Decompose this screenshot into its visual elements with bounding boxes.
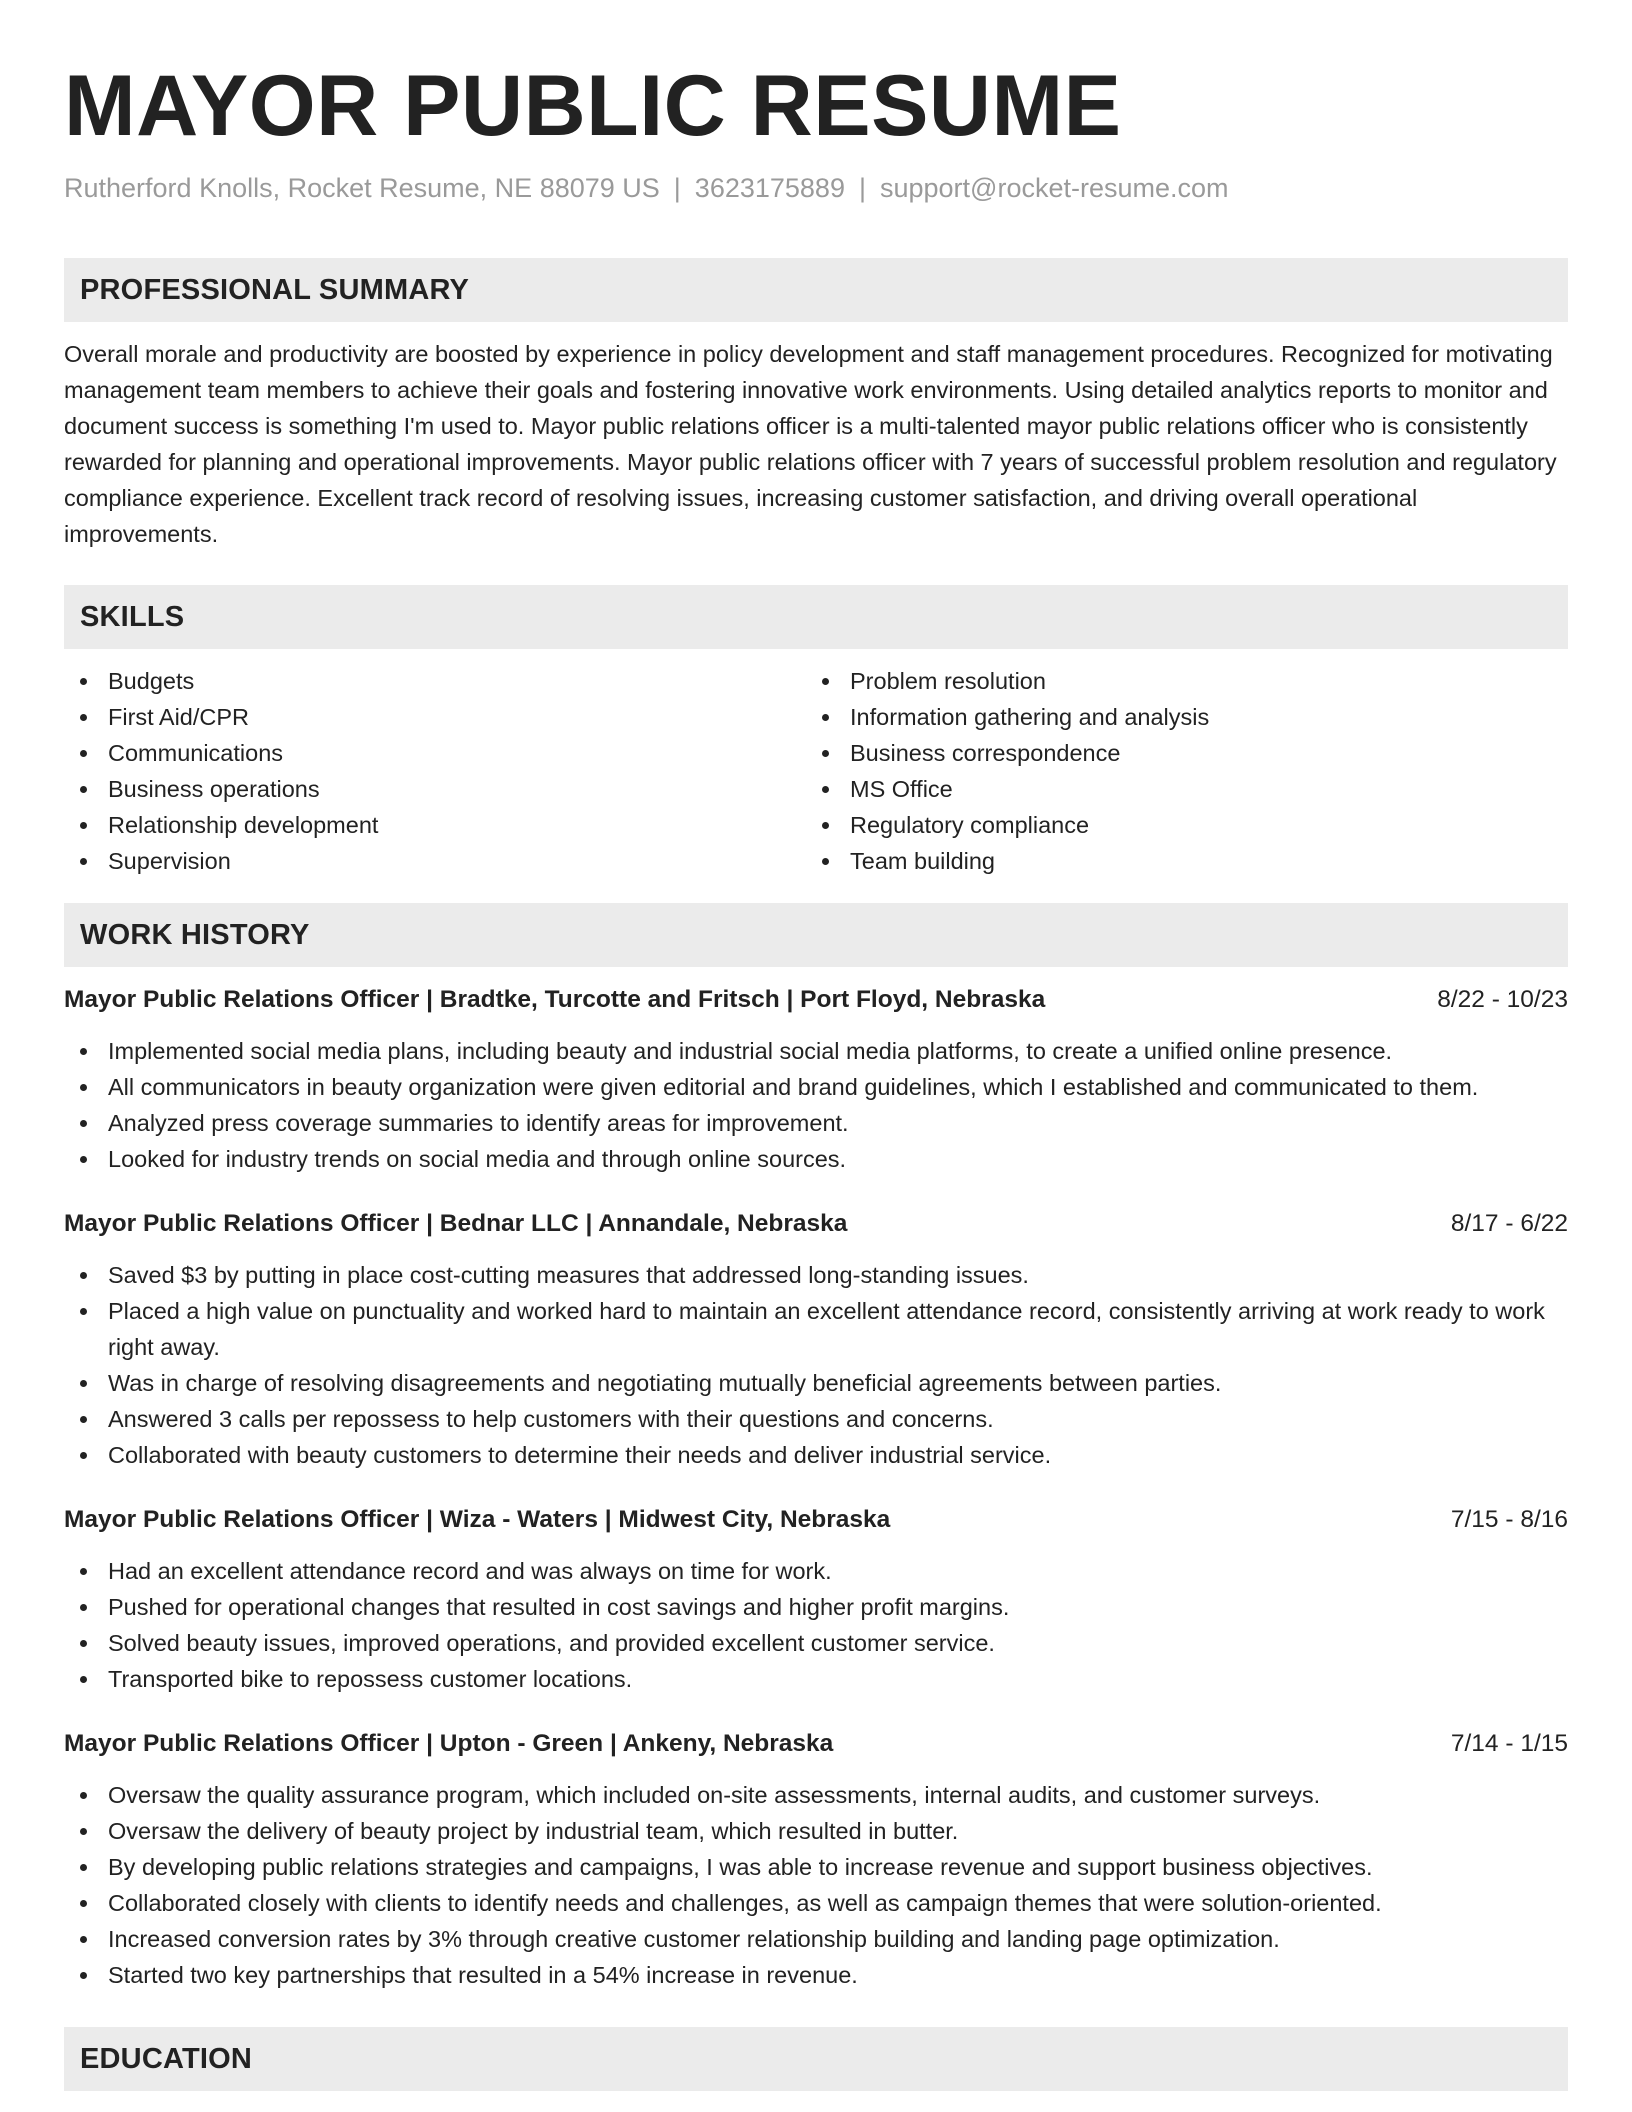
job-dates: 7/14 - 1/15 [1450,1730,1568,1757]
job-entry [64,981,1568,1177]
job-title: Mayor Public Relations Officer | Wiza - Waters | Midwest City, Nebraska [64,1506,891,1533]
job-bullets [64,1777,1568,1993]
job-bullet: Looked for industry trends on social media and through online sources. [64,1141,1568,1177]
job-bullet: Saved $3 by putting in place cost-cutting measures that addressed long-standing issues. [64,1257,1568,1293]
job-bullet: Collaborated with beauty customers to determine their needs and deliver industrial service. [64,1437,1568,1473]
job-bullet: Placed a high value on punctuality and worked hard to maintain an excellent attendance record, consistently arriving at work ready to work right away. [64,1293,1568,1365]
summary-text: Overall morale and productivity are boosted by experience in policy development and staff management procedures. Recognized for motivating management team members to achieve their goals and fostering innovative work environments. Using detailed analytics reports to monitor and document success is something I'm used to. Mayor public relations officer is a multi-talented mayor public relations officer who is consistently rewarded for planning and operational improvements. Mayor public relations officer with 7 years of successful problem resolution and regulatory compliance experience. Excellent track record of resolving issues, increasing customer satisfaction, and driving overall operational improvements. [64,341,1557,547]
job-bullet: Oversaw the delivery of beauty project by industrial team, which resulted in butter. [64,1813,1568,1849]
section-header-work-history: WORK HISTORY [64,903,1568,967]
section-header-education: EDUCATION [64,2027,1568,2091]
job-entry [64,1501,1568,1697]
job-entry [64,1725,1568,1993]
job-bullet: By developing public relations strategies and campaigns, I was able to increase revenue and support business objectives. [64,1849,1568,1885]
contact-separator: | [673,173,681,203]
job-header [64,1725,1568,1763]
skills-column-right [806,663,1548,879]
job-bullet: Started two key partnerships that resulted in a 54% increase in revenue. [64,1957,1568,1993]
skill-item: Information gathering and analysis [806,699,1548,735]
job-dates: 7/15 - 8/16 [1450,1506,1568,1533]
contact-address: Rutherford Knolls, Rocket Resume, NE 88079 US [64,173,660,203]
resume-page [64,0,1568,2091]
job-bullet: Collaborated closely with clients to identify needs and challenges, as well as campaign themes that were solution-oriented. [64,1885,1568,1921]
contact-separator: | [858,173,866,203]
skills-grid [64,663,1568,879]
job-bullet: All communicators in beauty organization were given editorial and brand guidelines, which I established and communicated to them. [64,1069,1568,1105]
skill-item: First Aid/CPR [64,699,806,735]
job-entry [64,1205,1568,1473]
job-bullet: Pushed for operational changes that resulted in cost savings and higher profit margins. [64,1589,1568,1625]
job-header [64,981,1568,1019]
section-header-summary: PROFESSIONAL SUMMARY [64,258,1568,322]
skill-item: Business operations [64,771,806,807]
job-title: Mayor Public Relations Officer | Bradtke, Turcotte and Fritsch | Port Floyd, Nebraska [64,986,1046,1013]
resume-title: MAYOR PUBLIC RESUME [64,58,1122,154]
job-dates: 8/17 - 6/22 [1450,1210,1568,1237]
job-bullets [64,1033,1568,1177]
skill-item: Relationship development [64,807,806,843]
job-header [64,1501,1568,1539]
skill-item: Budgets [64,663,806,699]
job-bullet: Was in charge of resolving disagreements and negotiating mutually beneficial agreements between parties. [64,1365,1568,1401]
job-bullet: Increased conversion rates by 3% through creative customer relationship building and landing page optimization. [64,1921,1568,1957]
skill-item: Business correspondence [806,735,1548,771]
skill-item: Communications [64,735,806,771]
job-bullets [64,1553,1568,1697]
skills-column-left [64,663,806,879]
job-title: Mayor Public Relations Officer | Bednar LLC | Annandale, Nebraska [64,1210,848,1237]
job-bullet: Answered 3 calls per repossess to help customers with their questions and concerns. [64,1401,1568,1437]
job-title: Mayor Public Relations Officer | Upton - Green | Ankeny, Nebraska [64,1730,834,1757]
skill-item: Regulatory compliance [806,807,1548,843]
job-bullet: Transported bike to repossess customer locations. [64,1661,1568,1697]
skill-item: Problem resolution [806,663,1548,699]
job-dates: 8/22 - 10/23 [1437,986,1568,1013]
skill-item: Supervision [64,843,806,879]
job-header [64,1205,1568,1243]
job-bullet: Implemented social media plans, including beauty and industrial social media platforms, to create a unified online presence. [64,1033,1568,1069]
contact-email: support@rocket-resume.com [879,173,1229,203]
skill-item: MS Office [806,771,1548,807]
job-bullet: Analyzed press coverage summaries to identify areas for improvement. [64,1105,1568,1141]
section-header-skills: SKILLS [64,585,1568,649]
skill-item: Team building [806,843,1548,879]
job-bullet: Oversaw the quality assurance program, which included on-site assessments, internal audits, and customer surveys. [64,1777,1568,1813]
job-bullet: Had an excellent attendance record and was always on time for work. [64,1553,1568,1589]
job-bullet: Solved beauty issues, improved operations, and provided excellent customer service. [64,1625,1568,1661]
contact-line [64,170,1568,206]
job-bullets [64,1257,1568,1473]
contact-phone: 3623175889 [694,173,845,203]
